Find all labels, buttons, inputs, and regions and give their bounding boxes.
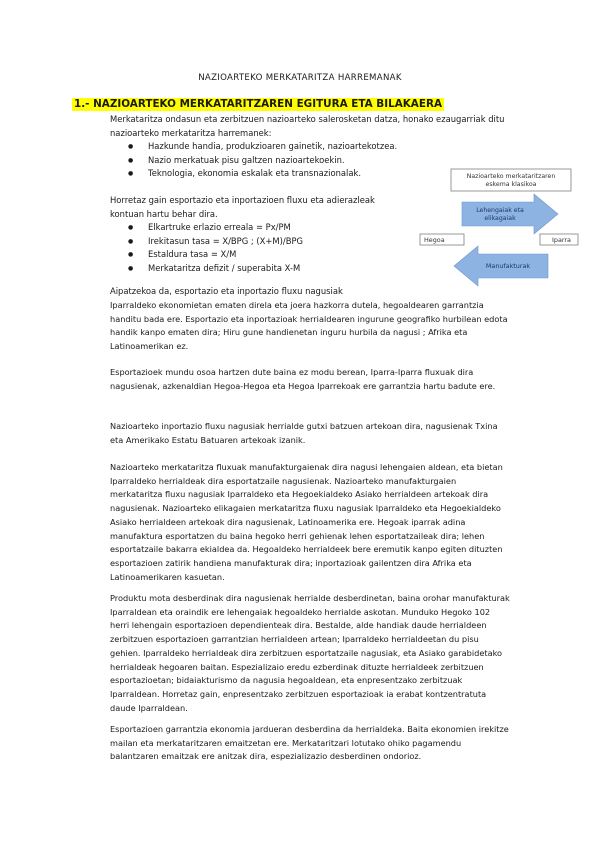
arrow-left-label: Manufakturak [485, 262, 531, 270]
indicators-line: kontuan hartu behar dira. [110, 209, 218, 219]
trade-scheme-diagram [418, 165, 580, 293]
paragraph [110, 592, 510, 715]
diagram-title-line: Nazioarteko merkataritzaren [466, 173, 556, 180]
intro-line: Merkataritza ondasun eta zerbitzuen nazioarteko salerosketan datza, honako ezaugarriak ditu [110, 114, 505, 124]
arrow-right-label-line: Lehengaiak eta [476, 207, 524, 214]
section-heading: 1.- NAZIOARTEKO MERKATARITZAREN EGITURA ETA BILAKAERA [74, 98, 442, 110]
paragraph-text: Esportazioen garrantzia ekonomia jardueran desberdina da herrialdeka. Baita ekonomien irekitze mailan eta merkataritzaren emaitzetan ere. Merkataritzari lotutako ohiko pagamendu balantzaren emaitzak ere anitzak dira, espezializazio desberdinen ondorioz. [110, 724, 509, 762]
arrow-right-label-line: elikagaiak [484, 215, 516, 222]
arrow-right-icon [462, 194, 558, 234]
north-label: Iparra [552, 236, 571, 244]
document-title: NAZIOARTEKO MERKATARITZA HARREMANAK [198, 73, 402, 83]
flows-heading: Aipatzekoa da, esportazio eta inportazio fluxu nagusiak [110, 286, 343, 296]
paragraph [110, 461, 510, 584]
paragraph [110, 299, 510, 354]
paragraph [110, 723, 510, 764]
list-item: ● Irekitasun tasa = X/BPG ; (X+M)/BPG [128, 235, 303, 249]
paragraph [110, 366, 510, 393]
list-item: ● Hazkunde handia, produkzioaren gainetik, nazioartekotzea. [128, 140, 397, 154]
indicators-list [128, 221, 303, 275]
paragraph-text: Nazioarteko merkataritza fluxuak manufakturgaienak dira nagusi lehengaien aldean, eta bietan Iparraldeko herrialdeak dira esportatzaile nagusienak. Nazioarteko manufakturgaien merkataritza fluxu nagusiak Iparraldeko eta Hegoekialdeko Asiako herrialdeen artekoak dira nagusienak. Nazioarteko elikagaien merkataritza fluxu nagusiak Iparraldeko eta Hegoekialdeko Asiako herrialdeen artekoak dira nagusienak, Latinoamerika ere. Hegoak iparrak adina manufaktura esportatzen du baina hegoko herri gehienak lehen esportatzaileak dira; lehen esportatzaile bakarra ekialdea da. Hegoaldeko herrialdeek bere eremutik kanpo egiten dituzten esportazioen zatirik handiena manufakturak dira; inportazioak gailentzen dira Afrika eta Latinoamerikaren kasuetan. [110, 462, 503, 582]
list-item: ● Nazio merkatuak pisu galtzen nazioartekoekin. [128, 154, 397, 168]
south-label: Hegoa [424, 236, 445, 244]
paragraph-text: Iparraldeko ekonomietan ematen direla eta joera hazkorra dutela, hegoaldearen garrantzia handitu bada ere. Esportazio eta inportazioak herrialdearen ingurune geografiko hurbilean edota handik kanpo ematen dira; Hiru gune handienetan inguru hurbila da nagusi ; Afrika eta Latinoamerikan ez. [110, 300, 508, 352]
paragraph-text: Produktu mota desberdinak dira nagusienak herrialde desberdinetan, baina orohar manufakturak Iparraldean eta oraindik ere lehengaiak hegoaldeko herrialde askotan. Munduko Hegoko 102 herri lehengain esportazioen dependienteak dira. Bestalde, alde handiak daude herrialdeen zerbitzuen esportazioen garrantzian herrialdeen artean; Iparraldeko herrialdeetan du pisu gehien. Iparraldeko herrialdeak dira zerbitzuen esportatzaile nagusiak, eta Asiako garabidetako herrialdeak hegoaren baitan. Espezializaio eredu ezberdinak dituzte herrialdeek zerbitzuen esportazioetan; bidaiakturismo da nagusia hegoaldean, eta enpresentzako zerbitzuak Iparraldean. Horretaz gain, enpresentzako zerbitzuen esportazioak ia erabat kontzentratuta daude Iparraldean. [110, 593, 510, 713]
indicators-line: Horretaz gain esportazio eta inportazioen fluxu eta adierazleak [110, 195, 375, 205]
list-item: ● Estaldura tasa = X/M [128, 248, 303, 262]
paragraph [110, 420, 510, 447]
features-list [128, 140, 397, 181]
intro-line: nazioarteko merkataritza harremanek: [110, 128, 272, 138]
paragraph-text: Esportazioek mundu osoa hartzen dute baina ez modu berean, Iparra-Iparra fluxuak dira nagusienak, azkenaldian Hegoa-Hegoa eta Hegoa Iparrekoak ere garrantzia hartu badute ere. [110, 367, 496, 391]
list-item: ● Merkataritza defizit / superabita X-M [128, 262, 303, 276]
diagram-title-line: eskema klasikoa [485, 181, 537, 188]
paragraph-text: Nazioarteko inportazio fluxu nagusiak herrialde gutxi batzuen artekoan dira, nagusienak Txina eta Amerikako Estatu Batuaren artekoak izanik. [110, 421, 498, 445]
list-item: ● Teknologia, ekonomia eskalak eta transnazionalak. [128, 167, 397, 181]
list-item: ● Elkartruke erlazio erreala = Px/PM [128, 221, 303, 235]
